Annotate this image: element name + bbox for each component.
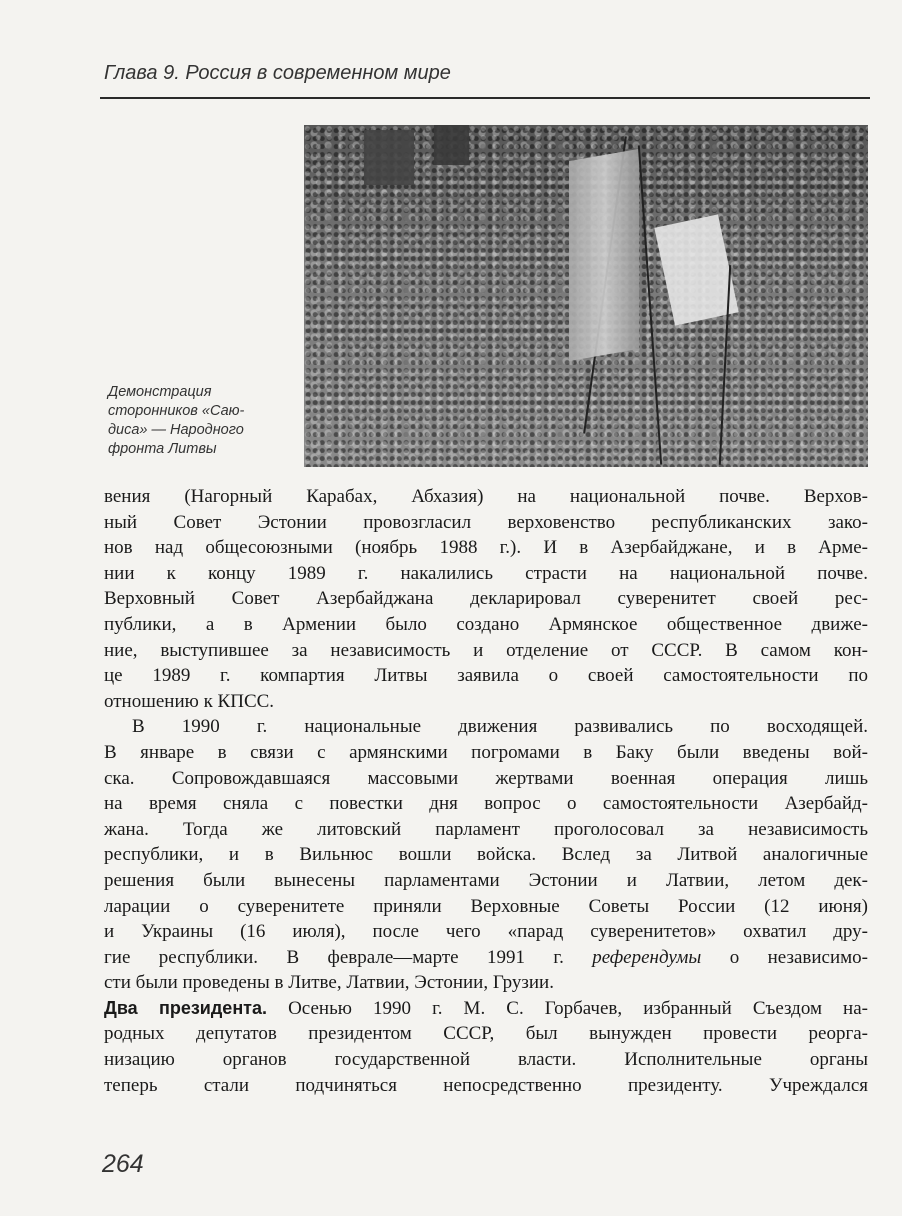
caption-line: сторонников «Саю- — [108, 403, 245, 419]
text-line: публики, а в Армении было создано Армянское общественное движе- — [104, 613, 868, 635]
text-line: отношению к КПСС. — [104, 690, 275, 712]
text-line: Верховный Совет Азербайджана декларировал суверенитет своей рес- — [104, 588, 868, 610]
chapter-header: Глава 9. Россия в современном мире — [104, 62, 451, 84]
text-line — [104, 996, 868, 1022]
paragraph-1 — [104, 484, 868, 714]
text-segment: гие республики. В феврале—марте 1991 г. — [104, 946, 593, 968]
text-line: В январе в связи с армянскими погромами в Баку были введены вой- — [104, 741, 868, 763]
header-rule — [100, 97, 870, 99]
text-line: на время сняла с повестки дня вопрос о самостоятельности Азербайд- — [104, 793, 868, 815]
text-line: и Украины (16 июля), после чего «парад суверенитетов» охватил дру- — [104, 921, 868, 943]
text-segment: о независимо- — [701, 946, 868, 968]
caption-line: фронта Литвы — [108, 441, 217, 457]
demonstration-photo — [304, 125, 868, 467]
text-segment: Осенью 1990 г. М. С. Горбачев, избранный Съездом на- — [267, 997, 868, 1019]
text-line: це 1989 г. компартия Литвы заявила о своей самостоятельности по — [104, 665, 868, 687]
text-line: В 1990 г. национальные движения развивались по восходящей. — [132, 716, 868, 738]
body-text — [104, 484, 868, 1098]
text-line: ние, выступившее за независимость и отделение от СССР. В самом кон- — [104, 639, 868, 661]
text-line — [104, 945, 868, 971]
text-line: решения были вынесены парламентами Эстонии и Латвии, летом дек- — [104, 869, 868, 891]
paragraph-3 — [104, 996, 868, 1098]
text-line: низацию органов государственной власти. Исполнительные органы — [104, 1049, 868, 1071]
text-line: ска. Сопровождавшаяся массовыми жертвами военная операция лишь — [104, 767, 868, 789]
text-line: родных депутатов президентом СССР, был вынужден провести реорга- — [104, 1023, 868, 1045]
caption-line: Демонстрация — [108, 384, 212, 400]
text-line: нии к концу 1989 г. накалились страсти на национальной почве. — [104, 562, 868, 584]
text-line: теперь стали подчиняться непосредственно президенту. Учреждался — [104, 1074, 868, 1096]
page-number: 264 — [102, 1150, 144, 1178]
text-line: нов над общесоюзными (ноябрь 1988 г.). И в Азербайджане, и в Арме- — [104, 537, 868, 559]
section-heading: Два президента. — [104, 997, 268, 1018]
photo-caption — [108, 383, 278, 459]
text-line: вения (Нагорный Карабах, Абхазия) на национальной почве. Верхов- — [104, 486, 868, 507]
text-line: ный Совет Эстонии провозгласил верховенство республиканских зако- — [104, 511, 868, 533]
caption-line: диса» — Народного — [108, 422, 244, 438]
paragraph-2 — [104, 714, 868, 996]
text-line: сти были проведены в Литве, Латвии, Эстонии, Грузии. — [104, 972, 554, 994]
text-line: жана. Тогда же литовский парламент проголосовал за независимость — [104, 818, 868, 840]
text-line: ларации о суверенитете приняли Верховные Советы России (12 июня) — [104, 895, 868, 917]
text-line: республики, и в Вильнюс вошли войска. Вслед за Литвой аналогичные — [104, 844, 868, 866]
term-referendums: референдумы — [592, 946, 702, 968]
